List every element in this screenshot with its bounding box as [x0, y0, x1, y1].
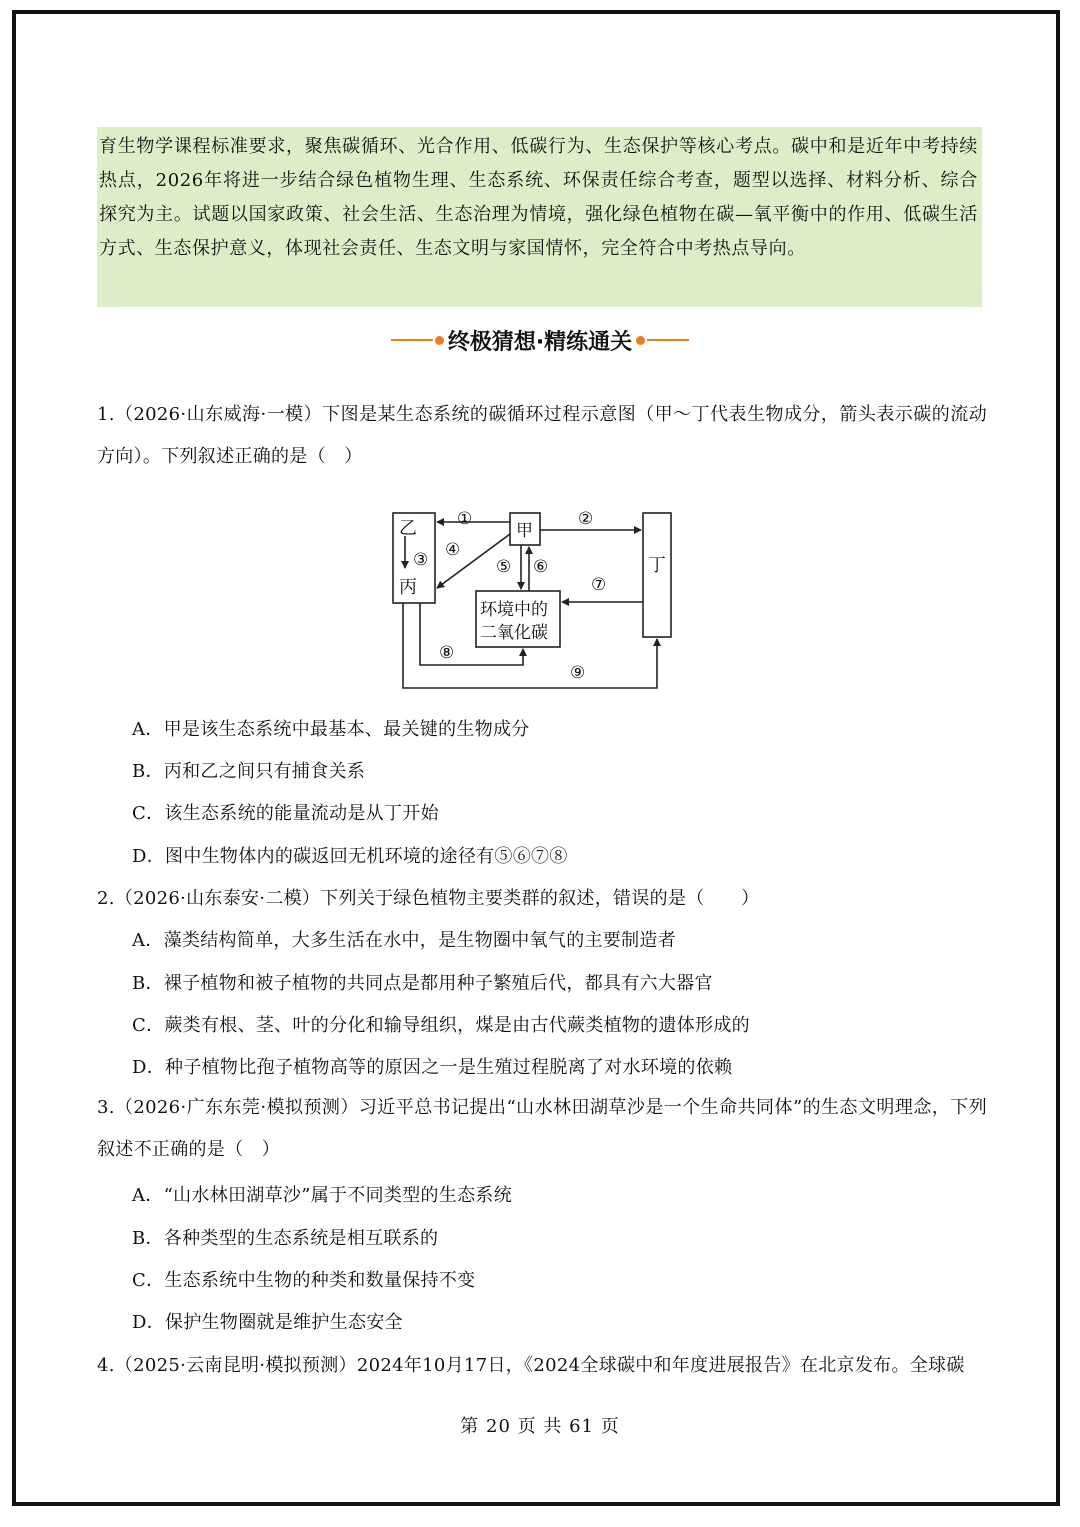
label-ding: 丁 — [648, 555, 666, 576]
section-title-text: 终极猜想·精练通关 — [447, 329, 633, 355]
label-9: ⑨ — [570, 663, 586, 683]
label-1: ① — [457, 509, 473, 529]
q2-option-a: A．藻类结构简单，大多生活在水中，是生物圈中氧气的主要制造者 — [132, 930, 676, 951]
label-env-line1: 环境中的 — [480, 600, 548, 620]
label-5: ⑤ — [496, 557, 512, 577]
section-title — [378, 322, 702, 358]
intro-paragraph: 育生物学课程标准要求，聚焦碳循环、光合作用、低碳行为、生态保护等核心考点。碳中和是近年中考持续热点，2026年将进一步结合绿色植物生理、生态系统、环保责任综合考查，题型以选择、材料分析、综合探究为主。试题以国家政策、社会生活、生态治理为情境，强化绿色植物在碳—氧平衡中的作用、低碳生活方式、生态保护意义，体现社会责任、生态文明与家国情怀，完全符合中考热点导向。 — [97, 127, 982, 307]
label-4: ④ — [445, 540, 461, 560]
q1-option-b: B．丙和乙之间只有捕食关系 — [132, 761, 366, 782]
q3-option-d: D．保护生物圈就是维护生态安全 — [132, 1312, 403, 1333]
question-2-stem: 2.（2026·山东泰安·二模）下列关于绿色植物主要类群的叙述，错误的是（ ） — [97, 888, 760, 909]
label-bing: 丙 — [399, 577, 417, 598]
q2-option-c: C．蕨类有根、茎、叶的分化和输导组织，煤是由古代蕨类植物的遗体形成的 — [132, 1015, 750, 1036]
title-dot-left — [435, 336, 444, 345]
page-footer: 第 20 页 共 61 页 — [460, 1416, 620, 1437]
question-1-stem: 1.（2026·山东威海·一模）下图是某生态系统的碳循环过程示意图（甲～丁代表生物成分，箭头表示碳的流动方向）。下列叙述正确的是（ ） — [97, 404, 987, 467]
label-env-line2: 二氧化碳 — [480, 623, 548, 643]
q1-option-a: A．甲是该生态系统中最基本、最关键的生物成分 — [132, 719, 530, 740]
q3-option-b: B．各种类型的生态系统是相互联系的 — [132, 1228, 439, 1249]
question-4-stem: 4.（2025·云南昆明·模拟预测）2024年10月17日，《2024全球碳中和年度进展报告》在北京发布。全球碳 — [97, 1355, 965, 1376]
q3-option-c: C．生态系统中生物的种类和数量保持不变 — [132, 1270, 476, 1291]
title-line-left — [391, 339, 433, 341]
label-yi: 乙 — [399, 518, 417, 539]
label-2: ② — [578, 509, 594, 529]
q2-option-d: D．种子植物比孢子植物高等的原因之一是生殖过程脱离了对水环境的依赖 — [132, 1057, 733, 1078]
title-line-right — [647, 339, 689, 341]
title-dot-right — [636, 336, 645, 345]
label-6: ⑥ — [533, 557, 549, 577]
question-3-stem: 3.（2026·广东东莞·模拟预测）习近平总书记提出“山水林田湖草沙是一个生命共同体”的生态文明理念，下列叙述不正确的是（ ） — [97, 1097, 987, 1160]
label-7: ⑦ — [591, 575, 607, 595]
label-3: ③ — [413, 550, 429, 570]
q1-option-d: D．图中生物体内的碳返回无机环境的途径有⑤⑥⑦⑧ — [132, 846, 568, 867]
carbon-cycle-diagram — [365, 480, 700, 695]
label-8: ⑧ — [439, 643, 455, 663]
q2-option-b: B．裸子植物和被子植物的共同点是都用种子繁殖后代，都具有六大器官 — [132, 973, 713, 994]
label-jia: 甲 — [516, 521, 533, 541]
q1-option-c: C．该生态系统的能量流动是从丁开始 — [132, 803, 439, 824]
q3-option-a: A．“山水林田湖草沙”属于不同类型的生态系统 — [132, 1185, 513, 1206]
